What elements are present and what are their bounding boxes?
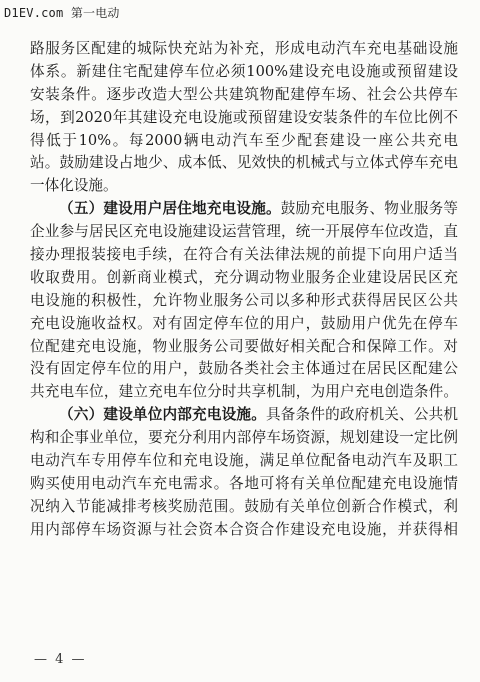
body-line: 得低于10%。每2000辆电动汽车至少配套建设一座公共充电: [30, 131, 458, 149]
body-line: 企业参与居民区充电设施建设运营管理，统一开展停车位改造，直: [30, 223, 458, 241]
body-line: 充电设施收益权。对有固定停车位的用户，鼓励用户优先在停车: [30, 314, 458, 332]
body-text: 鼓励充电服务、物业服务等: [280, 200, 458, 218]
body-line: 电动汽车专用停车位和充电设施，满足单位配备电动汽车及职工: [30, 452, 458, 470]
body-line: 场，到2020年其建设充电设施或预留建设安装条件的车位比例不: [30, 108, 458, 126]
body-line: 收取费用。创新商业模式，充分调动物业服务企业建设居民区充: [30, 268, 458, 286]
body-line: 电设施的积极性，允许物业服务公司以多种形式获得居民区公共: [30, 291, 458, 309]
page-number: — 4 —: [34, 652, 87, 667]
body-line: 安装条件。逐步改造大型公共建筑物配建停车场、社会公共停车: [30, 85, 458, 103]
body-line: 位配建充电设施，物业服务公司要做好相关配合和保障工作。对: [30, 337, 458, 355]
body-line: 况纳入节能减排考核奖励范围。鼓励有关单位创新合作模式，利: [30, 497, 458, 515]
body-line: 构和企事业单位，要充分利用内部停车场资源，规划建设一定比例: [30, 429, 458, 447]
section-six-first-line: [30, 404, 458, 427]
body-line: 站。鼓励建设占地少、成本低、见效快的机械式与立体式停车充电: [30, 154, 458, 172]
body-line: 体系。新建住宅配建停车位必须100%建设充电设施或预留建设: [30, 62, 458, 80]
body-text: 具备条件的政府机关、公共机: [265, 406, 458, 424]
body-line: 没有固定停车位的用户，鼓励各类社会主体通过在居民区配建公: [30, 360, 458, 378]
body-line: 接办理报装接电手续，在符合有关法律法规的前提下向用户适当: [30, 246, 458, 264]
body-line: 一体化设施。: [30, 177, 118, 195]
section-heading: （六）建设单位内部充电设施。: [59, 406, 266, 424]
body-line: 共充电车位，建立充电车位分时共享机制，为用户充电创造条件。: [30, 383, 458, 401]
section-five-first-line: [30, 198, 458, 221]
body-line: 购买使用电动汽车充电需求。各地可将有关单位配建充电设施情: [30, 474, 458, 492]
body-line: 路服务区配建的城际快充站为补充，形成电动汽车充电基础设施: [30, 40, 458, 57]
section-heading: （五）建设用户居住地充电设施。: [59, 200, 281, 218]
site-watermark: D1EV.com 第一电动: [4, 6, 120, 20]
body-line: 用内部停车场资源与社会资本合资合作建设充电设施，并获得相: [30, 520, 458, 538]
document-body: [30, 38, 458, 542]
